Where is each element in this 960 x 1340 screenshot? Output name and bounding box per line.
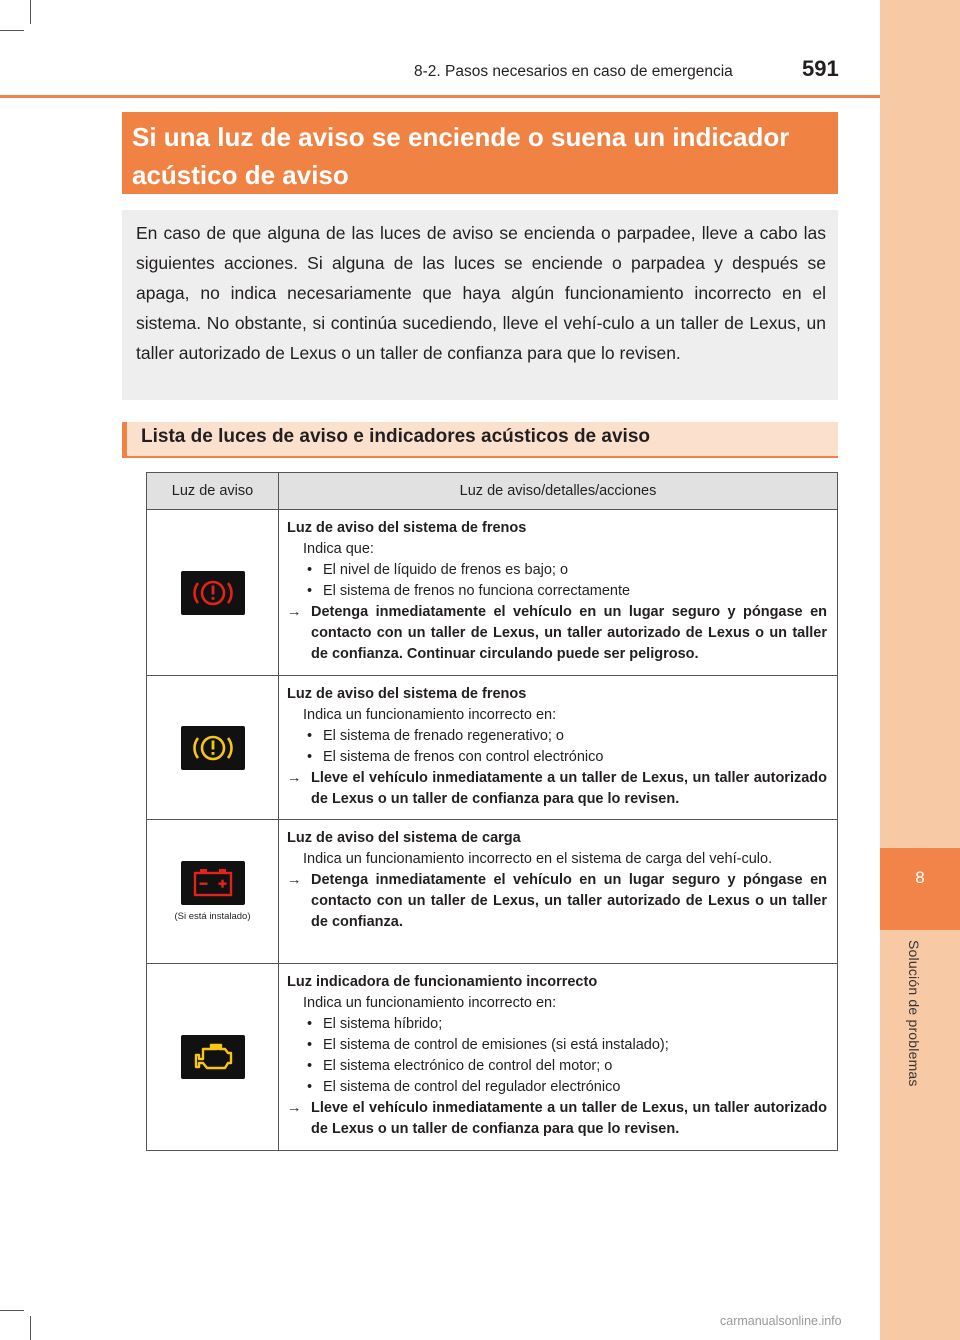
action-text: → Detenga inmediatamente el vehículo en un lugar seguro y póngase en contacto con un taller de Lexus, un taller autorizado de Lexus o un taller de confianza. <box>287 872 827 930</box>
crop-mark <box>0 1310 24 1311</box>
subtitle: Lista de luces de aviso e indicadores acústicos de aviso <box>141 426 650 447</box>
item-title: Luz de aviso del sistema de frenos <box>287 520 527 536</box>
icon-note: (Si está instalado) <box>174 911 251 922</box>
crop-mark <box>0 30 24 31</box>
header-light: Luz de aviso <box>147 473 279 510</box>
list-item: • El nivel de líquido de frenos es bajo; o <box>287 560 827 581</box>
chapter-label-wrap <box>906 940 926 1200</box>
intro-box <box>122 210 838 400</box>
intro-text: En caso de que alguna de las luces de aviso se encienda o parpadee, lleve a cabo las siguientes acciones. Si alguna de las luces se enciende o parpadea y después se apaga, no indica necesariamente que haya algún funcionamiento incorrecto en el sistema. No obstante, si continúa sucediendo, lleve el vehí-culo a un taller de Lexus, un taller autorizado de Lexus o un taller de confianza para que lo revisen. <box>136 223 826 363</box>
list-item-text: El sistema híbrido; <box>323 1016 443 1032</box>
header-rule <box>0 95 880 98</box>
item-title: Luz de aviso del sistema de carga <box>287 830 521 846</box>
list-item-text: El sistema de frenos con control electrónico <box>323 749 604 765</box>
page-title-line-2: acústico de aviso <box>132 160 349 190</box>
section-heading: 8-2. Pasos necesarios en caso de emergencia <box>414 63 733 80</box>
arrow-right-icon: → <box>287 1100 302 1116</box>
list-item: • El sistema de frenos no funciona correctamente <box>287 581 827 602</box>
table-row <box>147 820 838 964</box>
table-header-row <box>147 473 838 510</box>
details-cell <box>279 964 838 1151</box>
list-item-text: El sistema de frenado regenerativo; o <box>323 728 564 744</box>
chapter-number: 8 <box>915 868 925 887</box>
brake-warning-yellow-icon <box>181 726 245 770</box>
arrow-right-icon: → <box>287 770 302 786</box>
details-cell <box>279 820 838 964</box>
list-item-text: El nivel de líquido de frenos es bajo; o <box>323 562 569 578</box>
chapter-label: Solución de problemas <box>906 940 922 1087</box>
list-item-text: El sistema electrónico de control del motor; o <box>323 1058 613 1074</box>
list-item-text: El sistema de control del regulador electrónico <box>323 1079 621 1095</box>
icon-cell <box>147 510 279 676</box>
list-item: • El sistema electrónico de control del motor; o <box>287 1056 827 1077</box>
icon-cell <box>147 676 279 820</box>
details-cell <box>279 510 838 676</box>
arrow-right-icon: → <box>287 872 302 888</box>
icon-cell <box>147 820 279 964</box>
page-title-line-1: Si una luz de aviso se enciende o suena un indicador <box>132 122 790 152</box>
item-intro: Indica un funcionamiento incorrecto en: <box>303 995 557 1011</box>
details-cell <box>279 676 838 820</box>
check-engine-icon <box>181 1035 245 1079</box>
chapter-number-box <box>880 848 960 930</box>
warning-lights-table <box>146 472 838 1151</box>
action-text: → Lleve el vehículo inmediatamente a un taller de Lexus, un taller autorizado de Lexus o un taller de confianza para que lo revisen. <box>287 1100 827 1137</box>
list-item: • El sistema de control de emisiones (si está instalado); <box>287 1035 827 1056</box>
action-text: → Detenga inmediatamente el vehículo en un lugar seguro y póngase en contacto con un taller de Lexus, un taller autorizado de Lexus o un taller de confianza. Continuar circulando puede ser peligroso. <box>287 604 827 662</box>
item-title: Luz indicadora de funcionamiento incorrecto <box>287 974 598 990</box>
arrow-right-icon: → <box>287 604 302 620</box>
item-intro: Indica un funcionamiento incorrecto en el sistema de carga del vehí-culo. <box>303 851 773 867</box>
icon-cell <box>147 964 279 1151</box>
subtitle-box <box>122 422 838 458</box>
crop-mark <box>30 1316 31 1340</box>
brake-warning-red-icon <box>181 571 245 615</box>
list-item: • El sistema de frenado regenerativo; o <box>287 726 827 747</box>
watermark: carmanualsonline.info <box>720 1314 842 1328</box>
header-details: Luz de aviso/detalles/acciones <box>279 473 838 510</box>
table-row <box>147 964 838 1151</box>
battery-charge-icon <box>181 861 245 905</box>
table-row <box>147 676 838 820</box>
item-intro: Indica un funcionamiento incorrecto en: <box>303 707 557 723</box>
list-item-text: El sistema de control de emisiones (si está instalado); <box>323 1037 669 1053</box>
item-intro: Indica que: <box>303 541 374 557</box>
action-text: → Lleve el vehículo inmediatamente a un taller de Lexus, un taller autorizado de Lexus o un taller de confianza para que lo revisen. <box>287 770 827 807</box>
page-number: 591 <box>802 56 839 81</box>
list-item: • El sistema híbrido; <box>287 1014 827 1035</box>
page-title-box <box>122 112 838 194</box>
crop-mark <box>30 0 31 24</box>
list-item: • El sistema de frenos con control electrónico <box>287 747 827 768</box>
list-item: • El sistema de control del regulador electrónico <box>287 1077 827 1098</box>
list-item-text: El sistema de frenos no funciona correctamente <box>323 583 631 599</box>
table-row <box>147 510 838 676</box>
item-title: Luz de aviso del sistema de frenos <box>287 686 527 702</box>
